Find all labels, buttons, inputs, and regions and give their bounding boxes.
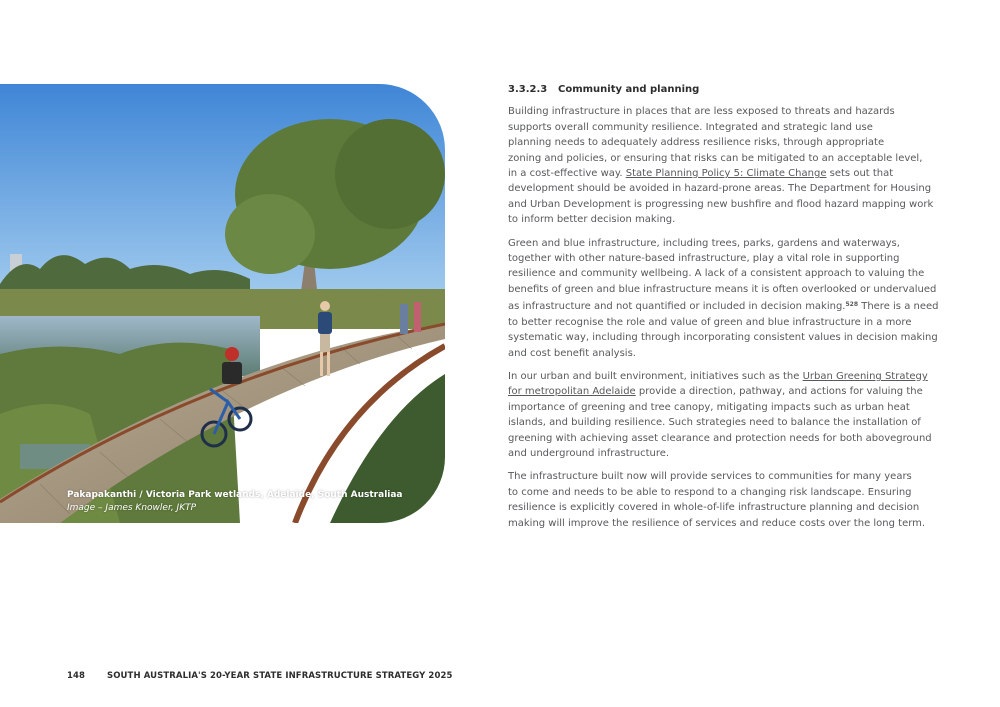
text-segment: provide a direction, pathway, and actions for valuing the xyxy=(635,386,923,398)
text-line: benefits of green and blue infrastructure means it is often overlooked or undervalued xyxy=(508,283,937,295)
text-line: zoning and policies, or ensuring that risks can be mitigated to an acceptable level, xyxy=(508,152,923,164)
text-line: to inform better decision making. xyxy=(508,214,676,226)
text-line: supports overall community resilience. Integrated and strategic land use xyxy=(508,121,873,133)
text-line: and cost benefit analysis. xyxy=(508,347,636,359)
text-line: The infrastructure built now will provide services to communities for many years xyxy=(508,471,912,483)
wetland-photo-illustration xyxy=(0,84,445,523)
text-line xyxy=(508,166,938,181)
document-title: SOUTH AUSTRALIA'S 20-YEAR STATE INFRASTRUCTURE STRATEGY 2025 xyxy=(107,671,453,681)
paragraph-3 xyxy=(508,369,938,461)
section-community-planning xyxy=(508,82,938,539)
text-line: to better recognise the role and value of green and blue infrastructure in a more xyxy=(508,316,912,328)
text-line: to come and needs to be able to respond to a changing risk landscape. Ensuring xyxy=(508,486,912,498)
text-line: resilience and community wellbeing. A lack of a consistent approach to valuing the xyxy=(508,268,925,280)
text-segment: sets out that xyxy=(826,168,894,180)
text-line xyxy=(508,369,938,384)
section-heading xyxy=(508,82,938,97)
text-line: development should be avoided in hazard-prone areas. The Department for Housing xyxy=(508,183,932,195)
page-number: 148 xyxy=(67,671,86,681)
footnote-reference[interactable]: 528 xyxy=(845,301,859,309)
photo-caption-credit: Image – James Knowler, JKTP xyxy=(67,503,197,513)
state-planning-policy-link[interactable]: State Planning Policy 5: Climate Change xyxy=(625,168,827,180)
urban-greening-strategy-link-cont[interactable]: for metropolitan Adelaide xyxy=(508,386,636,398)
text-segment: In our urban and built environment, initiatives such as the xyxy=(508,370,803,382)
text-line: resilience is explicitly covered in whole-of-life infrastructure planning and decision xyxy=(508,502,920,514)
section-title: Community and planning xyxy=(558,84,700,95)
text-segment: in a cost-effective way. xyxy=(508,168,626,180)
text-line xyxy=(508,384,938,399)
text-line: Building infrastructure in places that are less exposed to threats and hazards xyxy=(508,106,895,118)
text-line: importance of greening and tree canopy, mitigating impacts such as urban heat xyxy=(508,401,910,413)
text-line: and underground infrastructure. xyxy=(508,447,670,459)
text-line: islands, and building resilience. Such strategies need to balance the installation of xyxy=(508,417,921,429)
text-line xyxy=(508,297,938,314)
text-line: systematic way, including through incorporating consistent values in decision making xyxy=(508,332,938,344)
section-number: 3.3.2.3 xyxy=(508,84,548,95)
text-line: and Urban Development is progressing new bushfire and flood hazard mapping work xyxy=(508,198,934,210)
wetland-photo xyxy=(0,84,445,523)
paragraph-4 xyxy=(508,469,938,531)
paragraph-2 xyxy=(508,236,938,361)
text-line: making will improve the resilience of services and reduce costs over the long term. xyxy=(508,517,926,529)
text-segment: There is a need xyxy=(858,301,939,313)
text-line: greening with achieving asset clearance and protection needs for both aboveground xyxy=(508,432,932,444)
page-footer xyxy=(67,671,453,681)
photo-caption-title: Pakapakanthi / Victoria Park wetlands, Adelaide, South Australiaa xyxy=(67,490,403,500)
text-line: together with other nature-based infrastructure, play a vital role in supporting xyxy=(508,253,900,265)
paragraph-1 xyxy=(508,104,938,227)
text-line: planning needs to adequately address resilience risks, through appropriate xyxy=(508,137,885,149)
urban-greening-strategy-link[interactable]: Urban Greening Strategy xyxy=(802,370,928,382)
text-line: Green and blue infrastructure, including trees, parks, gardens and waterways, xyxy=(508,237,900,249)
text-segment: as infrastructure and not quantified or included in decision making. xyxy=(508,301,846,313)
photo-caption xyxy=(67,489,403,515)
